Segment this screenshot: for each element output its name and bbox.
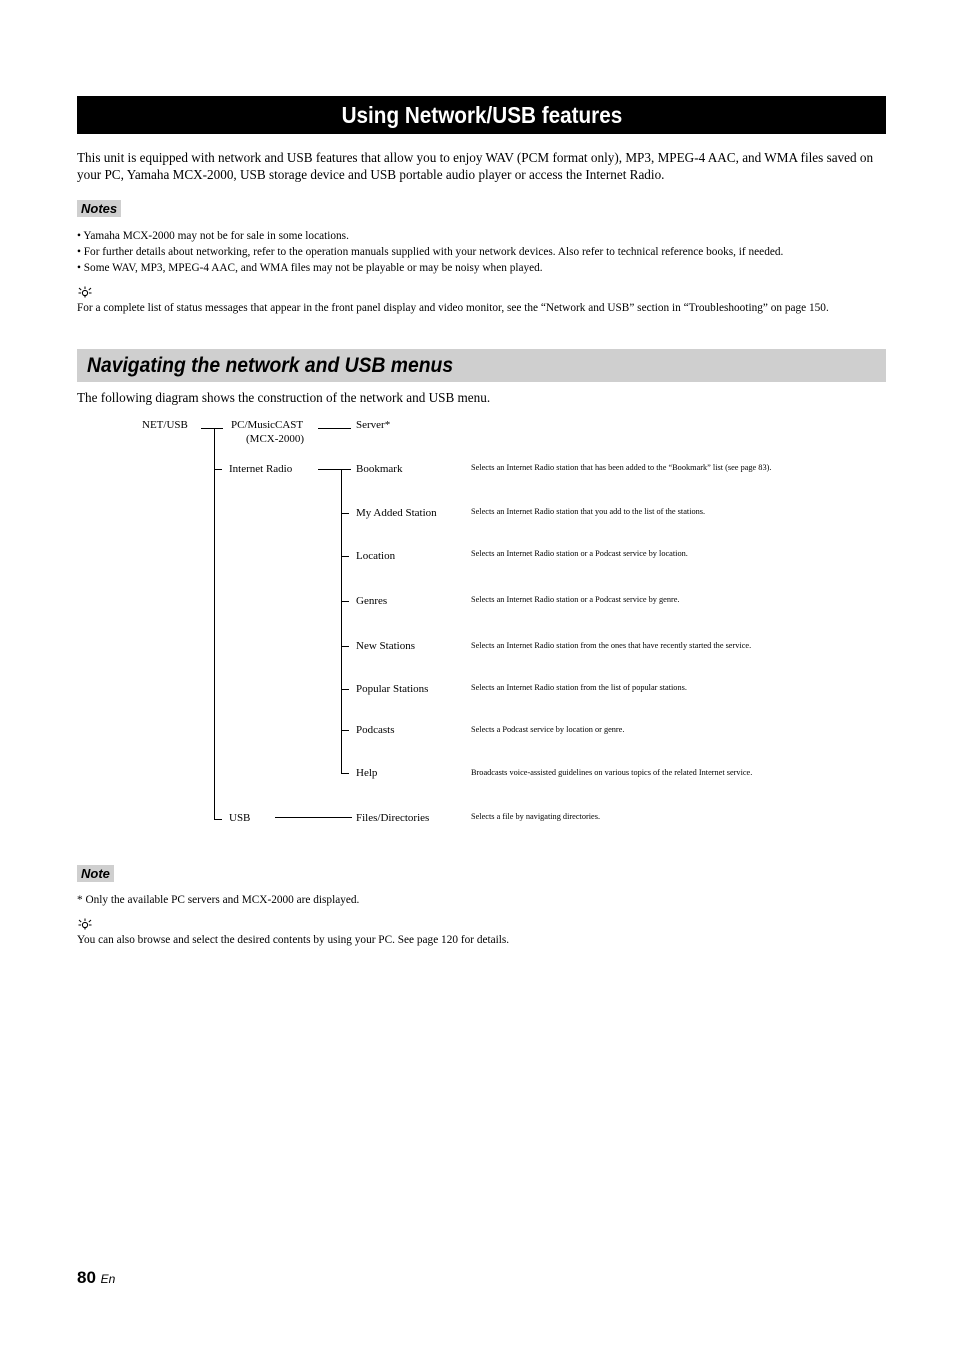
menu-node-net-usb: NET/USB <box>142 419 188 431</box>
menu-node-files-directories: Files/Directories <box>356 812 430 824</box>
menu-node-internet-radio: Internet Radio <box>229 463 293 475</box>
menu-node-pc-musiccast: PC/MusicCAST <box>231 419 304 431</box>
note-heading: Note <box>77 865 114 883</box>
menu-node-usb: USB <box>229 812 251 824</box>
connector-line <box>341 469 342 774</box>
page-title: Using Network/USB features <box>77 96 886 134</box>
connector-line <box>275 817 352 818</box>
menu-node-description: Selects an Internet Radio station from the ones that have recently started the service. <box>471 641 752 650</box>
connector-line <box>341 513 349 514</box>
menu-node-description: Broadcasts voice-assisted guidelines on various topics of the related Internet service. <box>471 768 753 777</box>
diagram-intro: The following diagram shows the construction of the network and USB menu. <box>77 390 491 405</box>
notes-heading: Notes <box>77 200 121 218</box>
menu-node-pc-musiccast-sub: (MCX-2000) <box>246 433 305 445</box>
menu-node-podcasts: Podcasts <box>356 724 395 736</box>
menu-node-server: Server* <box>356 419 391 431</box>
page-language: En <box>100 1272 116 1286</box>
connector-line <box>341 689 349 690</box>
menu-node-my-added-station: My Added Station <box>356 507 437 519</box>
section-heading: Navigating the network and USB menus <box>77 349 886 382</box>
tip-text: For a complete list of status messages that appear in the front panel display and video monitor, see the “Network and USB” section in “Troubleshooting” on page 150. <box>77 302 829 314</box>
menu-node-description: Selects a file by navigating directories. <box>471 812 601 821</box>
notes-list <box>77 228 886 276</box>
connector-line <box>318 428 351 429</box>
menu-node-help: Help <box>356 767 378 779</box>
menu-node-location: Location <box>356 550 396 562</box>
connector-line <box>341 601 349 602</box>
notes-item: • Yamaha MCX-2000 may not be for sale in some locations. <box>77 230 349 242</box>
notes-item: • Some WAV, MP3, MPEG-4 AAC, and WMA files may not be playable or may be noisy when played. <box>77 262 543 274</box>
menu-node-bookmark: Bookmark <box>356 463 403 475</box>
notes-item: • For further details about networking, refer to the operation manuals supplied with your network devices. Also refer to technical reference books, if needed. <box>77 246 784 258</box>
page-number <box>77 1267 115 1290</box>
connector-line <box>214 469 222 470</box>
connector-line <box>318 469 351 470</box>
menu-node-description: Selects an Internet Radio station that has been added to the “Bookmark” list (see page 83). <box>471 463 772 472</box>
menu-node-description: Selects a Podcast service by location or genre. <box>471 725 625 734</box>
menu-node-description: Selects an Internet Radio station that you add to the list of the stations. <box>471 507 706 516</box>
connector-line <box>341 773 349 774</box>
menu-node-description: Selects an Internet Radio station or a Podcast service by location. <box>471 549 688 558</box>
page-number-value: 80 <box>77 1268 96 1287</box>
tip-text: You can also browse and select the desired contents by using your PC. See page 120 for details. <box>77 934 510 946</box>
connector-line <box>341 730 349 731</box>
footnote-text: * Only the available PC servers and MCX-2000 are displayed. <box>77 894 360 906</box>
intro-paragraph: This unit is equipped with network and USB features that allow you to enjoy WAV (PCM format only), MP3, MPEG-4 AAC, and WMA files saved on your PC, Yamaha MCX-2000, USB storage device and USB portable audio player or access the Internet Radio. <box>77 150 874 182</box>
connector-line <box>214 819 222 820</box>
connector-line <box>214 428 215 820</box>
menu-node-popular-stations: Popular Stations <box>356 683 429 695</box>
menu-node-description: Selects an Internet Radio station from the list of popular stations. <box>471 683 687 692</box>
menu-node-genres: Genres <box>356 595 388 607</box>
connector-line <box>341 646 349 647</box>
menu-node-new-stations: New Stations <box>356 640 415 652</box>
menu-node-description: Selects an Internet Radio station or a Podcast service by genre. <box>471 595 680 604</box>
connector-line <box>201 428 223 429</box>
connector-line <box>341 556 349 557</box>
